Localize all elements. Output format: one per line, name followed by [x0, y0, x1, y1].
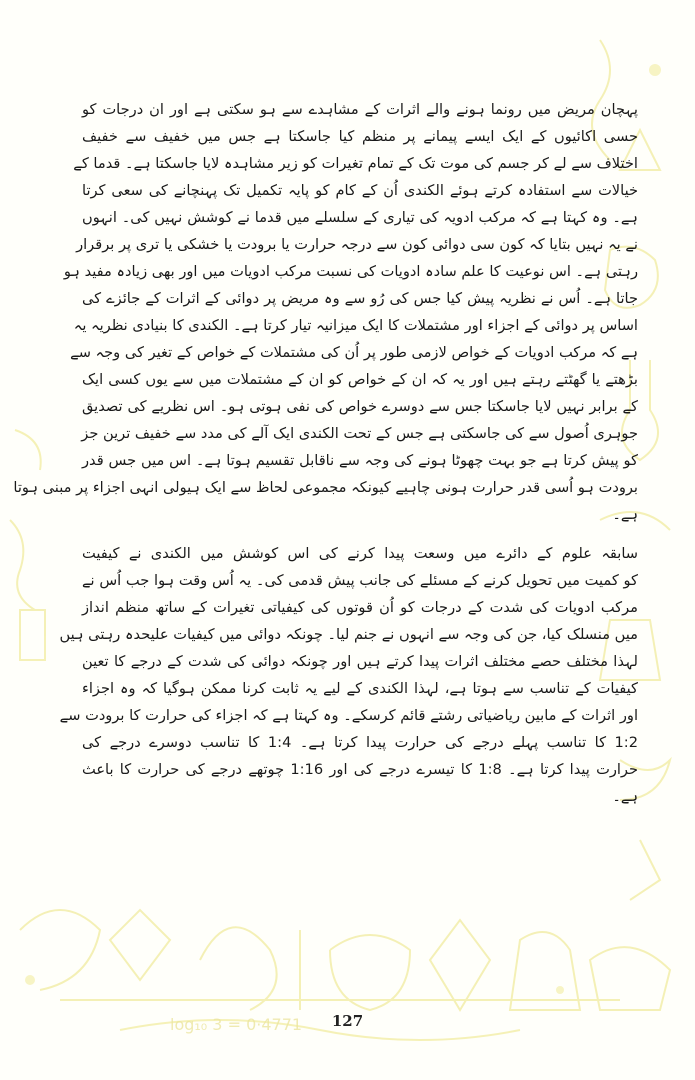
text-line: لہذا مختلف حصے مختلف اثرات پیدا کرتے ہیں اور چونکہ دوائی کی شدت کے درجے کا تعین — [82, 653, 638, 670]
text-line: اساس پر دوائی کے اجزاء اور مشتملات کا ایک میزانیہ تیار کرتا ہے۔ الکندی کا بنیادی نظریہ یہ — [73, 317, 638, 334]
text-line: حسی اکائیوں کے ایک ایسے پیمانے پر منظم کیا جاسکتا ہے جس میں خفیف سے خفیف — [82, 128, 638, 145]
paragraph-1 — [13, 96, 638, 528]
text-line: خیالات سے استفادہ کرتے ہوئے الکندی اُن کے کام کو پایہ تکمیل تک پہنچانے کی سعی کرتا — [82, 182, 638, 199]
text-line: برودت ہو اُسی قدر حرارت ہونی چاہیے کیونکہ مجموعی لحاظ سے ایک ہیولی انہی اجزاء پر مبنی ہوتا — [13, 479, 638, 496]
text-line: اختلاف سے لے کر جسم کی موت تک کے تمام تغیرات کو زیر مشاہدہ لایا جاسکتا ہے۔ قدما کے — [73, 155, 638, 172]
text-line: کو کمیت میں تحویل کرنے کے مسئلے کی جانب پیش قدمی کی۔ یہ اُس وقت ہوا جب اُس نے — [82, 572, 638, 589]
page-number: 127 — [331, 1012, 364, 1030]
text-line: کے برابر نہیں لایا جاسکتا جس سے دوسرے خواص کی نفی ہوتی ہو۔ اس نظریے کی تصدیق — [82, 398, 638, 415]
text-line: پہچان مریض میں رونما ہونے والے اثرات کے مشاہدے سے ہو سکتی ہے اور ان درجات کو — [82, 101, 638, 118]
text-line: ہے۔ — [612, 788, 638, 805]
text-line: ہے۔ — [612, 506, 638, 523]
watermark-formula: log₁₀ 3 = 0·4771 — [170, 1015, 303, 1034]
text-line: نے یہ نہیں بتایا کہ کون سی دوائی کون سے درجہ حرارت یا برودت یا خشکی یا تری پر برقرار — [76, 236, 638, 253]
text-line: میں منسلک کیا، جن کی وجہ سے انہوں نے جنم لیا۔ چونکہ دوائی میں کیفیات علیحدہ رہتی ہیں — [59, 626, 638, 643]
text-line: جاتا ہے۔ اُس نے نظریہ پیش کیا جس کی رُو سے وہ مریض پر دوائی کے اثرات کے جائزے کی — [82, 290, 638, 307]
text-line: کیفیات کے تناسب سے ہوتا ہے، لہذا الکندی کے لیے یہ ثابت کرنا ممکن ہوگیا کہ وہ اجزاء — [82, 680, 638, 697]
text-line: ہے کہ مرکب ادویات کے خواص لازمی طور پر اُن کی مشتملات کے خواص کے تغیر کی وجہ سے — [70, 344, 638, 361]
text-line: سابقہ علوم کے دائرے میں وسعت پیدا کرنے کی اس کوشش میں الکندی نے کیفیت — [82, 545, 638, 562]
text-line: مرکب ادویات کی شدت کے درجات کو اُن قوتوں کی کیفیاتی تغیرات کے ساتھ منظم انداز — [82, 599, 638, 616]
text-line: رہتی ہے۔ اس نوعیت کا علم سادہ ادویات کی نسبت مرکب ادویات میں اور بھی زیادہ مفید ہو — [63, 263, 638, 280]
text-line: جوہری اُصول سے کی جاسکتی ہے جس کے تحت الکندی ایک آلے کی مدد سے خفیف ترین جز — [81, 425, 638, 442]
text-line: کو پیش کرتا ہے جو بہت چھوٹا ہونے کی وجہ سے ناقابل تقسیم ہوتا ہے۔ اس میں جس قدر — [82, 452, 638, 469]
text-line: حرارت پیدا کرتا ہے۔ 1:8 کا تیسرے درجے کی اور 1:16 چوتھے درجے کی حرارت کا باعث — [82, 761, 638, 778]
paragraph-2 — [59, 540, 638, 810]
text-line: ہے۔ وہ کہتا ہے کہ مرکب ادویہ کی تیاری کے سلسلے میں قدما نے کوشش نہیں کی۔ انہوں — [82, 209, 638, 226]
text-line: بڑھتے یا گھٹتے رہتے ہیں اور یہ کہ ان کے خواص کو ان کے مشتملات میں سے یوں کسی ایک — [82, 371, 638, 388]
main-text — [13, 96, 638, 810]
text-line: اور اثرات کے مابین ریاضیاتی رشتے قائم کرسکے۔ وہ کہتا ہے کہ اجزاء کی حرارت کا برودت سے — [59, 707, 638, 724]
text-line: 1:2 کا تناسب پہلے درجے کی حرارت پیدا کرتا ہے۔ 1:4 کا تناسب دوسرے درجے کی — [82, 734, 638, 751]
